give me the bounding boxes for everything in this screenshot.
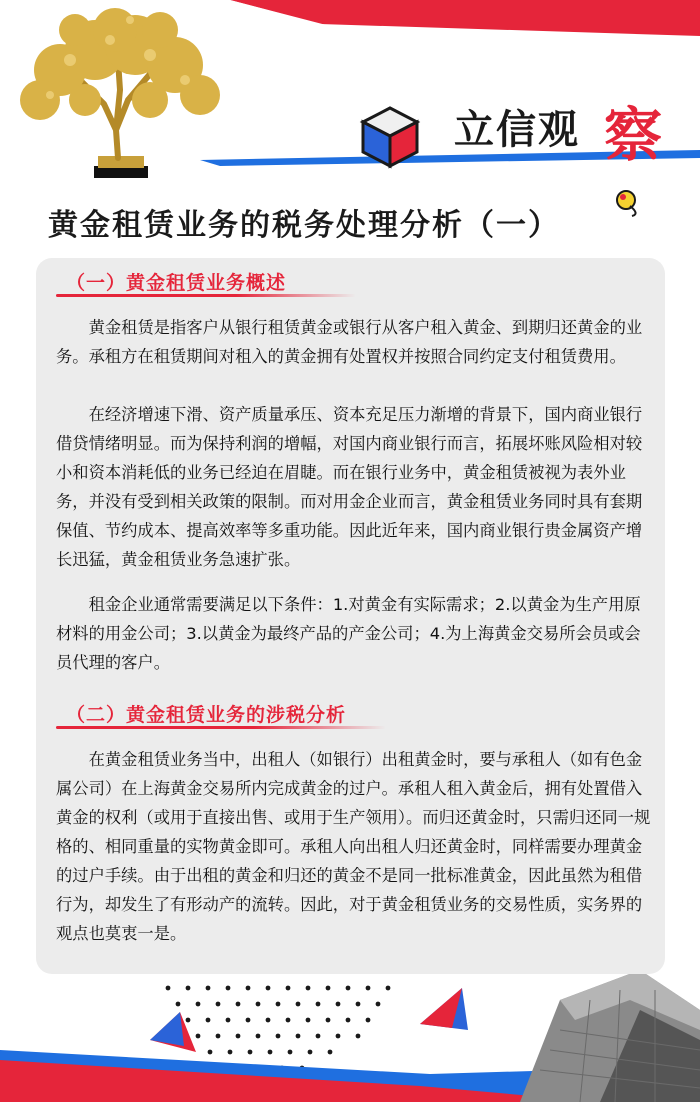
paragraph-overview-1: 黄金租赁是指客户从银行租赁黄金或银行从客户租入黄金、到期归还黄金的业务。承租方在租赁期间对租入的黄金拥有处置权并按照合同约定支付租赁费用。 [56,318,643,366]
cube-logo-icon [363,108,417,166]
golden-tree-icon [20,8,220,178]
paragraph-overview-2: 在经济增速下滑、资产质量承压、资本充足压力渐增的背景下，国内商业银行借贷情绪明显。而为保持利润的增幅，对国内商业银行而言，拓展坏账风险相对较小和资本消耗低的业务已经迫在眉睫。而在银行业务中，黄金租赁被视为表外业务，并没有受到相关政策的限制。而对用金企业而言，黄金租赁业务同时具有套期保值、节约成本、提高效率等多重功能。因此近年来，国内商业银行贵金属资产增长迅猛，黄金租赁业务急速扩张。 [56,405,643,569]
blue-triangle-right-icon [420,988,468,1030]
section-rule-tax [56,726,386,729]
section-heading-tax: （二）黄金租赁业务的涉税分析 [66,704,347,726]
paragraph-overview-3: 租金企业通常需要满足以下条件：1.对黄金有实际需求；2.以黄金为生产用原材料的用金公司；3.以黄金为最终产品的产金公司；4.为上海黄金交易所会员或会员代理的客户。 [56,595,641,672]
building-graphic [520,970,700,1102]
brand-accent-text: 察 [604,101,663,169]
brand-main-text: 立信观 [454,107,580,153]
top-red-band [230,0,700,36]
page-title: 黄金租赁业务的税务处理分析（一） [48,208,560,243]
section-rule-overview [56,294,356,297]
orb-decoration-icon [617,191,636,216]
brand-logo [440,92,690,169]
paragraph-tax-1: 在黄金租赁业务当中，出租人（如银行）出租黄金时，要与承租人（如有色金属公司）在上海黄金交易所内完成黄金的过户。承租人租入黄金后，拥有处置借入黄金的权利（或用于直接出售、或用于生产领用）。而归还黄金时，只需归还同一规格的、相同重量的实物黄金即可。承租人向出租人归还黄金时，同样需要办理黄金的过户手续。由于出租的黄金和归还的黄金不是同一批标准黄金，因此虽然为租借行为，却发生了有形动产的流转。因此，对于黄金租赁业务的交易性质，实务界的观点也莫衷一是。 [56,750,651,943]
section-heading-overview: （一）黄金租赁业务概述 [66,272,287,294]
content-card [36,258,665,974]
